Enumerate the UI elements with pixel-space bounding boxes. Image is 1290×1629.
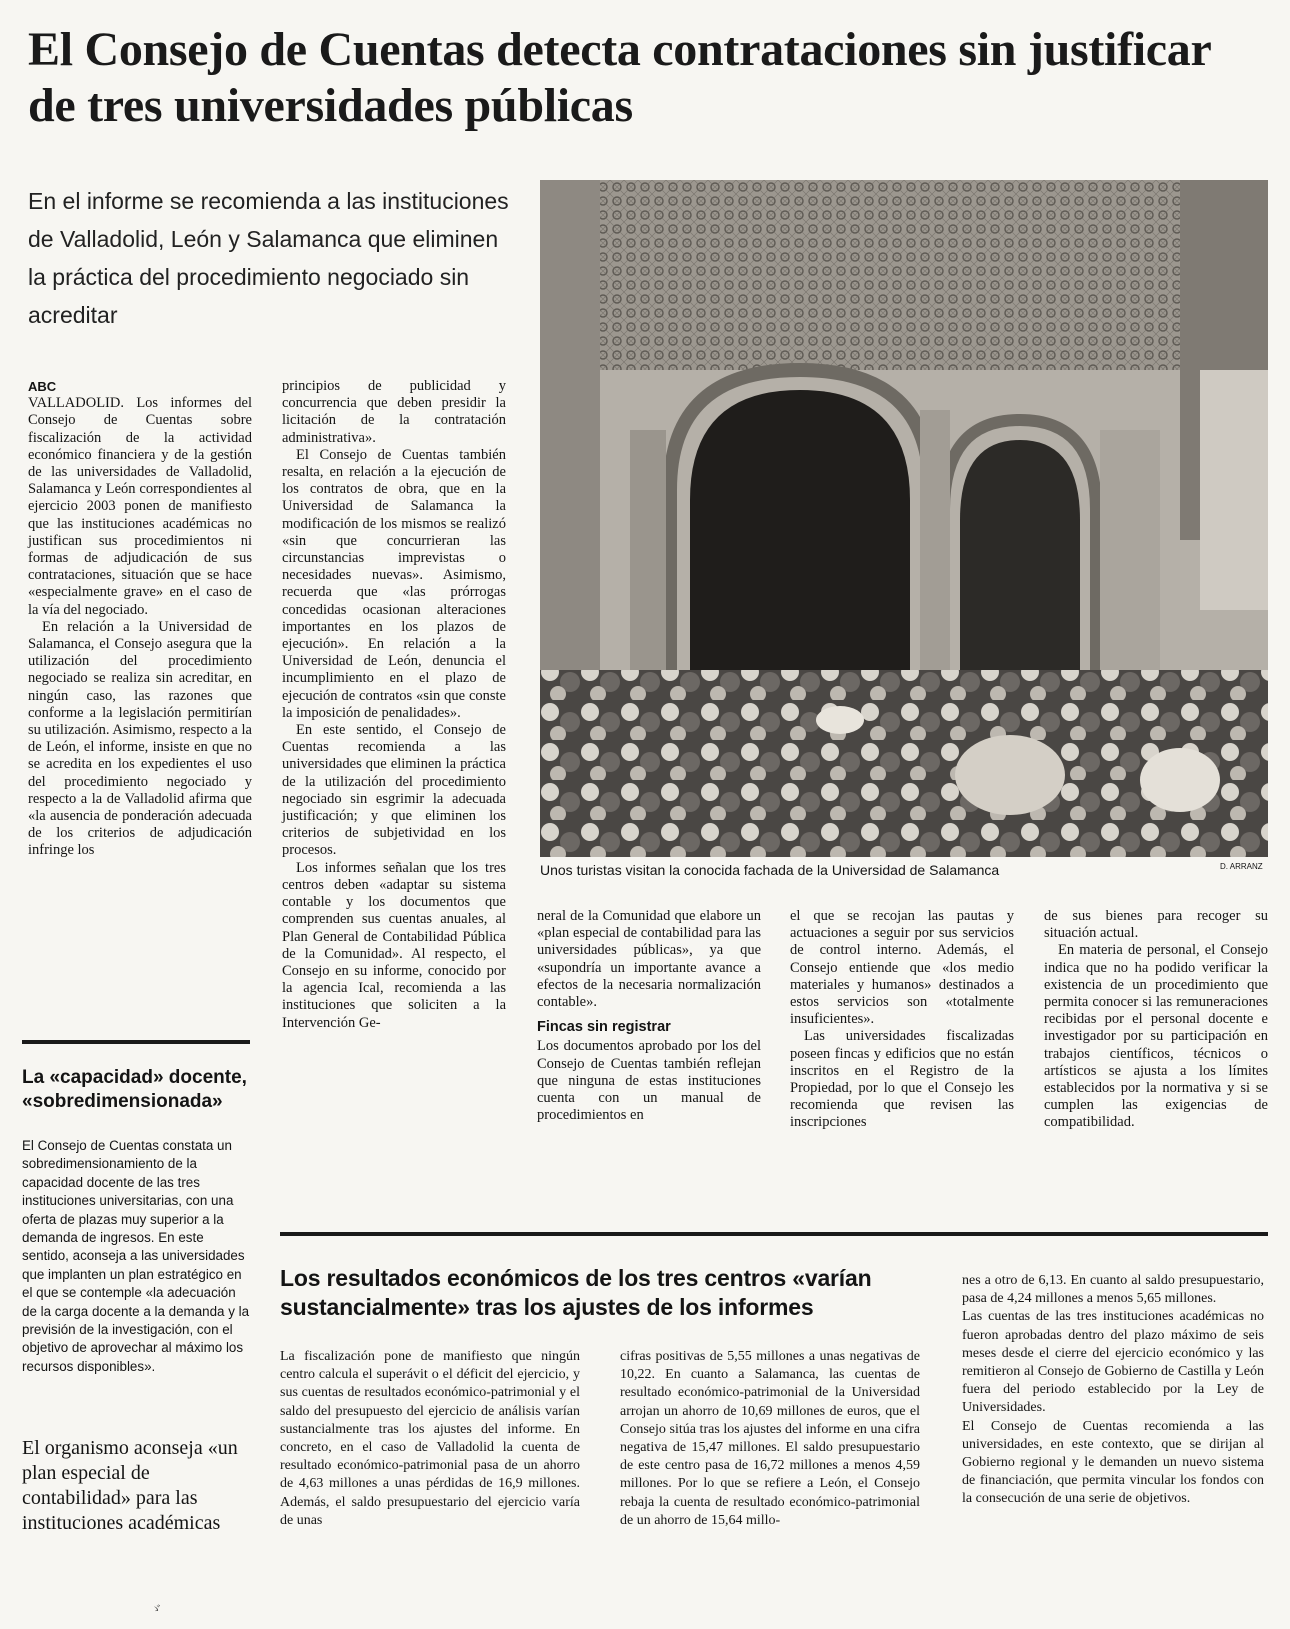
article-paragraph: Los informes señalan que los tres centros deben «adaptar su sistema contable y los documentos que comprenden sus cuentas anuales, al Plan General de Contabilidad Pública de la Comunidad». Al respecto, el Consejo en su informe, conocido por la agencia Ical, recomienda a las instituciones que soliciten a la Intervención Ge- [282,859,506,1031]
article-column-4 [790,908,1014,1132]
secondary-rule [280,1232,1268,1236]
subheadline: En el informe se recomienda a las instituciones de Valladolid, León y Salamanca que eliminen la práctica del procedimiento negociado sin acreditar [28,188,509,328]
secondary-column-2 [620,1348,920,1530]
article-paragraph: el que se recojan las pautas y actuaciones a seguir por sus servicios de control interno. Además, el Consejo entiende que «los medio materiales y humanos» destinados a estos servicios son «totalmente insuficientes». [790,908,1014,1028]
article-paragraph: En materia de personal, el Consejo indica que no ha podido verificar la existencia de un procedimiento que permita conocer si las remuneraciones recibidas por el personal docente e investigador por su participación en trabajos científicos, técnicos o artísticos se ajusta a los límites establecidos por la normativa y si se cumplen las exigencias de compatibilidad. [1044,942,1268,1131]
article-paragraph: En este sentido, el Consejo de Cuentas recomienda a las universidades que eliminen la práctica de la utilización del procedimiento negociado sin esgrimir la adecuada justificación; y que eliminen los criterios de subjetividad en los procesos. [282,722,506,859]
secondary-paragraph: cifras positivas de 5,55 millones a unas negativas de 10,22. En cuanto a Salamanca, las cuentas de resultado económico-patrimonial de la Universidad arrojan un ahorro de 10,69 millones de euros, que el Consejo sitúa tras los ajustes del informe en una cifra negativa de 15,47 millones. El saldo presupuestario de este centro pasa de 16,72 millones a menos 4,59 millones. Por lo que se refiere a León, el Consejo rebaja la cuenta de resultado económico-patrimonial de un ahorro de 15,64 millo- [620,1349,920,1528]
secondary-paragraph: La fiscalización pone de manifiesto que ningún centro calcula el superávit o el déficit del ejercicio, y sus cuentas de resultados económico-patrimonial y el saldo del presupuesto del ejercicio de análisis varían sustancialmente tras los ajustes del informe. En concreto, en el caso de Valladolid la cuenta de resultado económico-patrimonial pasa de un ahorro de 4,63 millones a unas pérdidas de 16,9 millones. Además, el saldo presupuestario del ejercicio varía de unas [280,1349,580,1528]
secondary-paragraph: El Consejo de Cuentas recomienda a las universidades, en este contexto, que se dirijan al Gobierno regional y le demanden un nuevo sistema de financiación, que permita vincular los fondos con la consecución de una serie de objetivos. [962,1418,1264,1507]
pull-quote: El organismo aconseja «un plan especial de contabilidad» para las instituciones académicas [22,1437,238,1534]
article-column-2 [282,378,506,1032]
article-paragraph: En relación a la Universidad de Salamanca, el Consejo asegura que la utilización del procedimiento negociado se realiza sin acreditar, en ningún caso, las razones que conforme a la legislación permitirían su utilización. Asimismo, respecto a la de León, el informe, insiste en que no se acredita en los expedientes el uso del procedimiento negociado y respecto a la de Valladolid afirma que «la ausencia de ponderación adecuada de los criterios de adjudicación infringe los [28,618,252,859]
facade-illustration [540,180,1268,857]
byline: ABC [28,379,57,394]
headline: El Consejo de Cuentas detecta contrataciones sin justificar de tres universidades públicas [28,23,1211,132]
photo-credit: D. ARRANZ [1220,862,1263,871]
article-paragraph: Los documentos aprobado por los del Consejo de Cuentas también reflejan que ninguna de estas instituciones cuenta con un manual de procedimientos en [537,1038,761,1124]
photo-university-facade [540,180,1268,857]
article-column-3 [537,908,761,1124]
article-column-1 [28,378,252,860]
scan-mark: ゞ [150,1602,163,1616]
secondary-paragraph: nes a otro de 6,13. En cuanto al saldo presupuestario, pasa de 4,24 millones a menos 5,65 millones. [962,1273,1264,1307]
photo-caption: Unos turistas visitan la conocida fachada de la Universidad de Salamanca [540,862,1000,878]
secondary-title: Los resultados económicos de los tres centros «varían sustancialmente» tras los ajustes de los informes [280,1265,872,1320]
sidebar-rule [22,1040,250,1044]
article-column-5 [1044,908,1268,1132]
article-paragraph: Las universidades fiscalizadas poseen fincas y edificios que no están inscritos en el Registro de la Propiedad, por lo que el Consejo les recomienda que revisen las inscripciones [790,1028,1014,1131]
article-paragraph: El Consejo de Cuentas también resalta, en relación a la ejecución de los contratos de obra, que en la Universidad de Salamanca la modificación de los mismos se realizó «sin que concurrieran las circunstancias imprevistas o necesidades nuevas». Asimismo, recuerda que «las prórrogas concedidas ocasionan alteraciones importantes en los plazos de ejecución». En relación a la Universidad de León, denuncia el incumplimiento en el plazo de ejecución de contratos «sin que conste la imposición de penalidades». [282,446,506,721]
section-title: Fincas sin registrar [537,1019,671,1036]
secondary-column-3 [962,1272,1264,1509]
article-paragraph: principios de publicidad y concurrencia que deben presidir la licitación de la contratación administrativa». [282,378,506,446]
article-paragraph: neral de la Comunidad que elabore un «plan especial de contabilidad para las universidades públicas», ya que «supondría un importante avance a efectos de la necesaria normalización contable». [537,908,761,1011]
secondary-column-1 [280,1348,580,1530]
sidebar-body: El Consejo de Cuentas constata un sobredimensionamiento de la capacidad docente de las tres instituciones universitarias, con una oferta de plazas muy superior a la demanda de ingresos. En este sentido, aconseja a las universidades que implanten un plan estratégico en el que se contemple «la adecuación de la carga docente a la demanda y la previsión de la investigación, con el objetivo de aprovechar al máximo los recursos disponibles». [22,1138,250,1374]
article-paragraph: de sus bienes para recoger su situación actual. [1044,908,1268,942]
article-paragraph: VALLADOLID. Los informes del Consejo de Cuentas sobre fiscalización de la actividad económico financiera y de la gestión de las universidades de Valladolid, Salamanca y León correspondientes al ejercicio 2003 ponen de manifiesto que las instituciones académicas no justifican sus procedimientos ni formas de adjudicación de sus contrataciones, situación que se hace «especialmente grave» en el caso de la vía del negociado. [28,395,252,618]
secondary-paragraph: Las cuentas de las tres instituciones académicas no fueron aprobadas dentro del plazo máximo de seis meses desde el cierre del ejercicio económico y las remitieron al Consejo de Gobierno de Castilla y León fuera del periodo establecido por la Ley de Universidades. [962,1309,1264,1416]
sidebar-title: La «capacidad» docente, «sobredimensionada» [22,1067,247,1112]
